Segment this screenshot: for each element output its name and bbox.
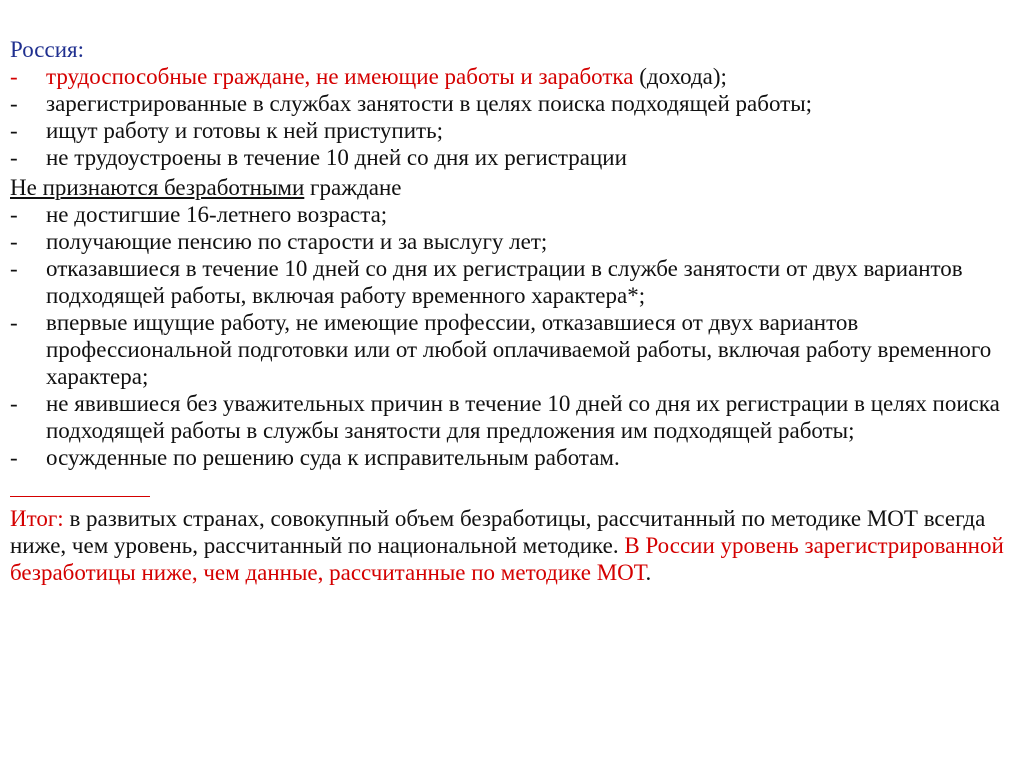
list-dash: -	[10, 118, 18, 143]
russia-item-text: (дохода);	[633, 64, 727, 89]
russia-item	[10, 144, 1014, 171]
list-dash: -	[10, 391, 18, 416]
list-dash: -	[10, 145, 18, 170]
russia-item	[10, 90, 1014, 117]
list-dash: -	[10, 64, 18, 89]
summary-label: Итог:	[10, 506, 64, 531]
list-dash: -	[10, 445, 18, 470]
russia-item-text: зарегистрированные в службах занятости в целях поиска подходящей работы;	[46, 91, 813, 116]
not-item	[10, 390, 1014, 444]
russia-item-text: не трудоустроены в течение 10 дней со дня их регистрации	[46, 145, 627, 170]
not-item	[10, 444, 1014, 471]
not-item	[10, 228, 1014, 255]
not-item	[10, 255, 1014, 309]
not-item-text: впервые ищущие работу, не имеющие профессии, отказавшиеся от двух вариантов профессиональной подготовки или от любой оплачиваемой работы, включая работу временного характера;	[46, 310, 992, 389]
list-dash: -	[10, 202, 18, 227]
not-item-text: отказавшиеся в течение 10 дней со дня их регистрации в службе занятости от двух вариантов подходящей работы, включая работу временного характера*;	[46, 256, 963, 308]
russia-item-text: ищут работу и готовы к ней приступить;	[46, 118, 443, 143]
not-recognized-rest: граждане	[304, 175, 402, 200]
russia-item-body	[46, 63, 1014, 90]
not-item-text: получающие пенсию по старости и за выслугу лет;	[46, 229, 548, 254]
not-item	[10, 201, 1014, 228]
not-recognized-heading	[10, 174, 1014, 201]
not-item-text: осужденные по решению суда к исправительным работам.	[46, 445, 620, 470]
not-item-text: не явившиеся без уважительных причин в течение 10 дней со дня их регистрации в целях поиска подходящей работы в службы занятости для предложения им подходящей работы;	[46, 391, 1000, 443]
summary-body	[10, 505, 1014, 586]
list-dash: -	[10, 310, 18, 335]
russia-heading	[10, 36, 1014, 63]
russia-item	[10, 63, 1014, 90]
not-item-text: не достигшие 16-летнего возраста;	[46, 202, 388, 227]
list-dash: -	[10, 229, 18, 254]
summary-text: в развитых странах, совокупный объем безработицы, рассчитанный по методике МОТ всегда ниже, чем уровень, рассчитанный по национальной методике.	[10, 506, 986, 558]
summary-end: .	[645, 560, 652, 585]
summary-paragraph	[10, 505, 1014, 586]
not-item	[10, 309, 1014, 390]
not-recognized-heading-body	[10, 174, 402, 201]
russia-item	[10, 117, 1014, 144]
russia-heading-text: Россия:	[10, 37, 84, 62]
russia-item-red-text: трудоспособные граждане, не имеющие работы и заработка	[46, 64, 634, 89]
list-dash: -	[10, 91, 18, 116]
list-dash: -	[10, 256, 18, 281]
summary-red-text: В России уровень зарегистрированной безработицы ниже, чем данные, рассчитанные по методике МОТ	[10, 533, 1004, 585]
not-recognized-underlined: Не признаются безработными	[10, 175, 305, 200]
summary-divider	[10, 496, 150, 497]
